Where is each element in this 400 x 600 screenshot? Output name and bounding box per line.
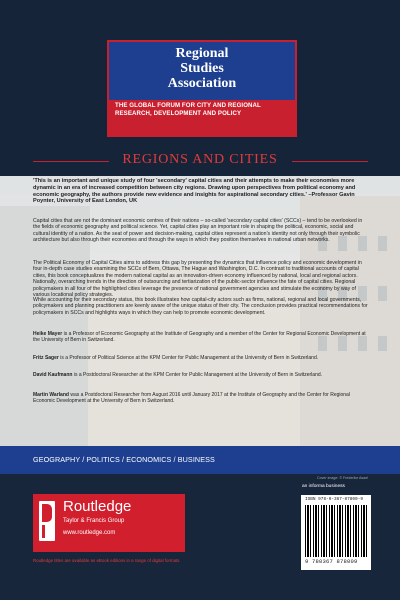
subject-categories: GEOGRAPHY / POLITICS / ECONOMICS / BUSINESS — [33, 455, 215, 464]
publisher-url: www.routledge.com — [63, 530, 116, 536]
isbn-digits: 9 780367 878009 — [305, 558, 358, 565]
rsa-tagline: THE GLOBAL FORUM FOR CITY AND REGIONAL RESEARCH, DEVELOPMENT AND POLICY — [115, 102, 261, 117]
series-title: REGIONS AND CITIES — [122, 152, 278, 167]
series-rule-left — [33, 161, 109, 162]
author-bio-text: is a Professor of Political Science at the KPM Center for Public Management at the University of Bern in Switzerland. — [58, 355, 319, 361]
isbn-label: ISBN 978-0-367-87800-9 — [305, 497, 363, 502]
rsa-title-line: Regional — [175, 46, 229, 61]
back-cover-text — [0, 176, 400, 446]
publisher-group: Taylor & Francis Group — [63, 518, 125, 524]
description-paragraph: The Political Economy of Capital Cities aims to address this gap by presenting the dynamics that influence policy and economic development in four in-depth case studies examining the SCCs of Bern, Ottawa, The Hague and Washington, D.C. In contrast to traditional accounts of capital cities, this book conceptualizes the modern national capital as an innovation-driven economy influenced by national, local and regional actors. Nationally, overarching trends in the direction of outsourcing and tertiarization of the public-sector influence the fate of capital cities. Regional policymakers in all four of the highlighted cities leverage the presence of national government agencies and stimulate the economy by way of various locational policy strategies. — [33, 260, 362, 299]
isbn-barcode — [301, 495, 371, 570]
description-paragraph: While accounting for their secondary status, this book illustrates how capital-city actors such as firms, national, regional and local governments, policymakers and planning practitioners are keenly aware of the unique status of their city. The conclusion provides practical recommendations for policymakers in SCCs and highlights ways in which they can help to promote economic development. — [33, 297, 368, 316]
publisher-name: Routledge — [63, 498, 132, 515]
author-bio — [33, 331, 368, 343]
author-bio — [33, 392, 368, 404]
footer-band — [0, 474, 400, 600]
routledge-logo — [33, 494, 185, 552]
endorsement-quote: 'This is an important and unique study of four 'secondary' capital cities and their attempts to make their economies more dynamic in an era of increased competition between city regions. Drawing upon perspectives from political economy and economic geography, the authors provide new evidence and insights for aspirational secondary cities.' –Professor Gavin Poynter, University of East London, UK — [33, 178, 356, 205]
regional-studies-association-logo — [107, 40, 297, 137]
rsa-tagline-strip — [109, 100, 295, 136]
cover-image-credit: Cover image: © Frederike Asael — [317, 476, 368, 480]
author-name: Martin Warland — [33, 392, 69, 398]
author-name: Fritz Sager — [33, 355, 59, 361]
ebook-note: Routledge titles are available as eBook editions in a range of digital formats — [33, 558, 180, 563]
rsa-title-line: Association — [167, 76, 237, 91]
author-bio — [33, 355, 368, 361]
author-bio-text: was a Postdoctoral Researcher from August 2016 until January 2017 at the Institute of Geography and the Center for Regional Economic Development at the University of Bern in Switzerland. — [33, 392, 350, 405]
author-bio-text: is a Postdoctoral Researcher at the KPM Center for Public Management at the University of Bern in Switzerland. — [72, 372, 323, 378]
series-rule-right — [292, 161, 368, 162]
author-name: David Kaufmann — [33, 372, 73, 378]
author-name: Heike Mayer — [33, 331, 63, 337]
description-paragraph: Capital cities that are not the dominant economic centres of their nations – so-called 'secondary capital cities' (SCCs) – tend to be overlooked in the fields of economic geography and political science. Yet, capital cities play an important role in shaping the political, economic, social and cultural identity of a nation. As the seat of power and decision-making, capital cities represent a nation's identity not only through their symbolic architecture but also through their economies and through the ways in which they position themselves in national urban networks. — [33, 218, 363, 244]
rsa-title-line: Studies — [180, 61, 224, 76]
author-bio-text: is a Professor of Economic Geography at the Institute of Geography and a member of the Center for Regional Economic Development at the University of Bern in Switzerland. — [33, 331, 366, 344]
informa-note: an informa business — [302, 484, 345, 489]
barcode-bars-icon — [305, 505, 367, 557]
header-band — [0, 0, 400, 176]
routledge-r-icon — [39, 501, 55, 541]
subjects-band — [0, 446, 400, 474]
author-bio — [33, 372, 368, 378]
rsa-title — [109, 46, 295, 91]
